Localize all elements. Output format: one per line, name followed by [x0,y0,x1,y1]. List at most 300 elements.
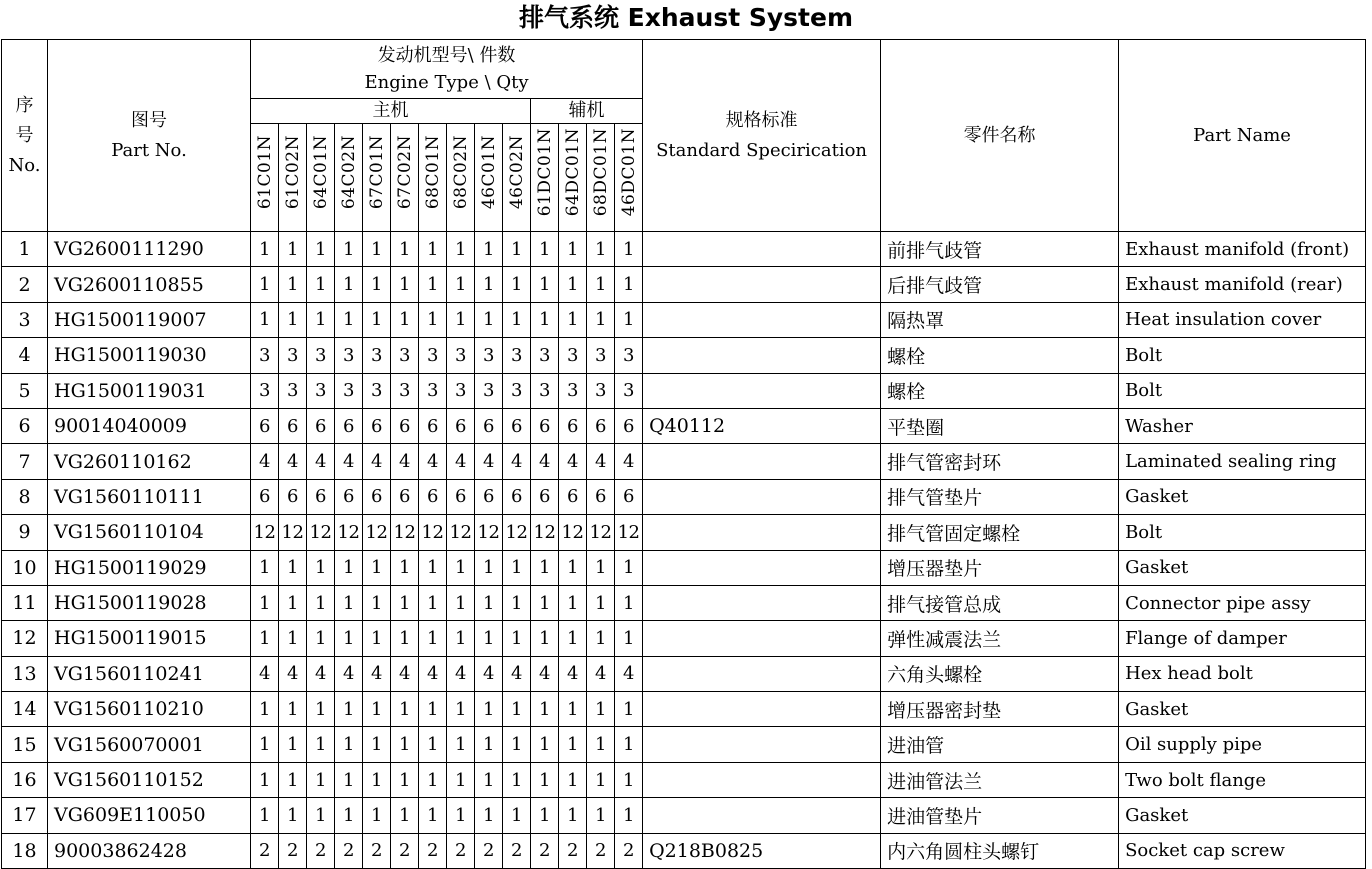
seq-header [2,40,48,232]
qty-cell: 1 [531,621,559,656]
qty-cell: 2 [503,833,531,868]
spec-cell [643,302,881,337]
qty-cell: 1 [391,550,419,585]
qty-cell: 3 [279,373,307,408]
qty-cell: 2 [559,833,587,868]
qty-cell: 1 [363,692,391,727]
qty-cell: 2 [531,833,559,868]
part-name-cn-cell: 排气管密封环 [881,444,1119,479]
spec-cell [643,692,881,727]
qty-cell: 3 [419,338,447,373]
seq-cell: 7 [2,444,48,479]
qty-cell: 2 [335,833,363,868]
qty-cell: 1 [475,798,503,833]
qty-cell: 1 [531,550,559,585]
table-row [2,692,1366,727]
qty-cell: 1 [447,232,475,267]
qty-cell: 4 [447,444,475,479]
seq-cell: 10 [2,550,48,585]
qty-cell: 1 [335,550,363,585]
qty-cell: 1 [335,692,363,727]
qty-cell: 1 [335,798,363,833]
qty-cell: 4 [503,444,531,479]
qty-cell: 1 [475,232,503,267]
part-name-cn-cell: 隔热罩 [881,302,1119,337]
seq-cell: 6 [2,408,48,443]
qty-cell: 1 [251,585,279,620]
page-title: 排气系统 Exhaust System [518,3,854,32]
qty-cell: 4 [475,656,503,691]
part-name-cn-cell: 螺栓 [881,373,1119,408]
parts-table [1,39,1366,869]
part-no-cell: HG1500119029 [48,550,251,585]
part-no-cell: 90003862428 [48,833,251,868]
part-name-en-cell: Exhaust manifold (front) [1119,232,1366,267]
main-engine-header: 主机 [251,99,531,124]
qty-cell: 1 [279,550,307,585]
qty-cell: 1 [279,692,307,727]
qty-cell: 1 [503,621,531,656]
seq-cell: 12 [2,621,48,656]
qty-cell: 3 [475,373,503,408]
qty-cell: 4 [615,444,643,479]
qty-cell: 6 [615,479,643,514]
qty-cell: 1 [419,585,447,620]
qty-cell: 4 [251,444,279,479]
qty-cell: 1 [251,232,279,267]
qty-cell: 4 [615,656,643,691]
part-name-en-cell: Bolt [1119,373,1366,408]
qty-cell: 1 [587,232,615,267]
qty-cell: 1 [251,692,279,727]
qty-cell: 1 [307,727,335,762]
part-name-cn-cell: 进油管 [881,727,1119,762]
qty-cell: 1 [363,302,391,337]
qty-cell: 3 [335,338,363,373]
seq-header-cn: 序 [15,94,34,116]
qty-cell: 2 [615,833,643,868]
engine-type-col [335,124,363,232]
part-no-cell: VG2600110855 [48,267,251,302]
qty-cell: 4 [531,656,559,691]
qty-cell: 1 [559,267,587,302]
qty-cell: 1 [307,798,335,833]
engine-type-col [531,124,559,232]
qty-cell: 4 [279,656,307,691]
part-no-cell: VG1560110241 [48,656,251,691]
qty-cell: 1 [559,585,587,620]
engine-type-col [307,124,335,232]
qty-cell: 6 [363,408,391,443]
table-header [2,40,1366,232]
qty-cell: 1 [559,302,587,337]
seq-cell: 3 [2,302,48,337]
part-name-en-cell: Gasket [1119,798,1366,833]
qty-cell: 12 [503,515,531,550]
part-name-en-cell: Gasket [1119,692,1366,727]
qty-cell: 1 [419,798,447,833]
part-name-cn-cell: 弹性减震法兰 [881,621,1119,656]
spec-header-cn: 规格标准 [725,109,798,131]
qty-cell: 1 [335,727,363,762]
qty-cell: 4 [419,656,447,691]
qty-cell: 1 [587,585,615,620]
part-no-cell: HG1500119030 [48,338,251,373]
qty-cell: 1 [335,267,363,302]
qty-cell: 1 [503,798,531,833]
part-no-header-cn: 图号 [131,109,167,131]
qty-cell: 6 [307,408,335,443]
qty-cell: 1 [559,798,587,833]
part-no-cell: VG609E110050 [48,798,251,833]
spec-cell [643,232,881,267]
qty-cell: 6 [559,408,587,443]
qty-cell: 2 [447,833,475,868]
qty-cell: 1 [559,727,587,762]
part-name-cn-cell: 前排气歧管 [881,232,1119,267]
spec-cell [643,373,881,408]
part-no-header [48,40,251,232]
qty-cell: 4 [531,444,559,479]
qty-cell: 1 [391,302,419,337]
qty-cell: 1 [279,232,307,267]
qty-cell: 4 [587,444,615,479]
qty-cell: 1 [531,232,559,267]
seq-cell: 9 [2,515,48,550]
qty-cell: 1 [391,692,419,727]
qty-cell: 2 [475,833,503,868]
part-name-en-cell: Connector pipe assy [1119,585,1366,620]
part-no-cell: HG1500119031 [48,373,251,408]
qty-cell: 1 [251,798,279,833]
qty-cell: 6 [531,479,559,514]
qty-cell: 1 [503,585,531,620]
name-cn-header: 零件名称 [881,40,1119,232]
qty-cell: 1 [307,585,335,620]
qty-cell: 1 [503,762,531,797]
qty-cell: 1 [307,692,335,727]
qty-cell: 1 [335,302,363,337]
engine-type-col [363,124,391,232]
qty-cell: 3 [559,338,587,373]
qty-cell: 4 [475,444,503,479]
table-row [2,267,1366,302]
qty-cell: 1 [279,267,307,302]
qty-cell: 1 [447,762,475,797]
qty-cell: 1 [503,550,531,585]
qty-cell: 3 [447,338,475,373]
table-row [2,656,1366,691]
qty-cell: 1 [335,232,363,267]
qty-cell: 1 [251,727,279,762]
qty-cell: 1 [279,621,307,656]
qty-cell: 3 [503,373,531,408]
qty-cell: 1 [363,727,391,762]
qty-cell: 1 [419,302,447,337]
part-name-en-cell: Heat insulation cover [1119,302,1366,337]
qty-cell: 1 [559,621,587,656]
qty-cell: 1 [279,585,307,620]
qty-cell: 6 [475,408,503,443]
qty-cell: 6 [251,479,279,514]
part-name-cn-cell: 排气管固定螺栓 [881,515,1119,550]
qty-cell: 3 [503,338,531,373]
qty-cell: 1 [587,762,615,797]
seq-cell: 5 [2,373,48,408]
part-name-en-cell: Laminated sealing ring [1119,444,1366,479]
qty-cell: 1 [475,585,503,620]
engine-type-col [391,124,419,232]
table-row [2,338,1366,373]
qty-cell: 6 [503,408,531,443]
seq-cell: 14 [2,692,48,727]
engine-type-label: 61C01N [254,134,275,210]
qty-cell: 6 [475,479,503,514]
qty-cell: 1 [615,550,643,585]
qty-cell: 3 [391,338,419,373]
qty-cell: 3 [615,373,643,408]
qty-cell: 1 [615,762,643,797]
qty-cell: 4 [559,656,587,691]
part-name-cn-cell: 平垫圈 [881,408,1119,443]
qty-cell: 3 [559,373,587,408]
engine-type-label: 68C02N [450,134,471,210]
part-no-cell: HG1500119015 [48,621,251,656]
qty-cell: 1 [307,302,335,337]
qty-cell: 12 [615,515,643,550]
qty-cell: 1 [363,585,391,620]
engine-type-label: 67C02N [394,134,415,210]
qty-cell: 6 [391,479,419,514]
table-row [2,408,1366,443]
qty-cell: 4 [419,444,447,479]
qty-cell: 6 [391,408,419,443]
seq-cell: 11 [2,585,48,620]
table-row [2,515,1366,550]
qty-cell: 3 [363,338,391,373]
qty-cell: 1 [447,550,475,585]
qty-cell: 1 [559,232,587,267]
qty-cell: 4 [335,444,363,479]
qty-cell: 1 [615,727,643,762]
qty-cell: 4 [307,444,335,479]
qty-cell: 1 [531,302,559,337]
qty-cell: 1 [251,267,279,302]
engine-type-header-en: Engine Type \ Qty [364,72,529,93]
part-name-cn-cell: 增压器垫片 [881,550,1119,585]
qty-cell: 6 [279,408,307,443]
qty-cell: 6 [559,479,587,514]
engine-type-col [475,124,503,232]
qty-cell: 6 [531,408,559,443]
qty-cell: 1 [447,798,475,833]
qty-cell: 6 [279,479,307,514]
spec-cell [643,267,881,302]
qty-cell: 2 [363,833,391,868]
qty-cell: 1 [307,267,335,302]
part-name-cn-cell: 后排气歧管 [881,267,1119,302]
qty-cell: 3 [419,373,447,408]
qty-cell: 1 [391,621,419,656]
qty-cell: 1 [307,621,335,656]
engine-type-label: 61DC01N [534,127,555,217]
part-name-cn-cell: 进油管垫片 [881,798,1119,833]
qty-cell: 1 [587,798,615,833]
qty-cell: 12 [307,515,335,550]
part-no-cell: VG2600111290 [48,232,251,267]
qty-cell: 1 [447,621,475,656]
qty-cell: 12 [419,515,447,550]
qty-cell: 1 [615,302,643,337]
qty-cell: 12 [391,515,419,550]
engine-type-label: 46C01N [478,134,499,210]
qty-cell: 1 [363,550,391,585]
part-name-en-cell: Oil supply pipe [1119,727,1366,762]
qty-cell: 4 [363,444,391,479]
table-row [2,585,1366,620]
qty-cell: 2 [391,833,419,868]
table-row [2,302,1366,337]
qty-cell: 1 [475,727,503,762]
qty-cell: 3 [251,338,279,373]
qty-cell: 3 [587,338,615,373]
seq-cell: 13 [2,656,48,691]
table-row [2,798,1366,833]
engine-type-label: 46DC01N [618,127,639,217]
qty-cell: 1 [447,585,475,620]
qty-cell: 1 [251,550,279,585]
qty-cell: 6 [447,479,475,514]
qty-cell: 12 [447,515,475,550]
table-row [2,550,1366,585]
qty-cell: 1 [363,621,391,656]
part-no-cell: VG260110162 [48,444,251,479]
qty-cell: 1 [531,585,559,620]
qty-cell: 3 [251,373,279,408]
qty-cell: 1 [279,762,307,797]
part-name-en-cell: Washer [1119,408,1366,443]
name-en-header: Part Name [1119,40,1366,232]
qty-cell: 1 [419,232,447,267]
qty-cell: 6 [335,408,363,443]
part-name-en-cell: Exhaust manifold (rear) [1119,267,1366,302]
qty-cell: 2 [587,833,615,868]
spec-cell [643,550,881,585]
qty-cell: 1 [531,762,559,797]
qty-cell: 12 [279,515,307,550]
qty-cell: 1 [531,267,559,302]
engine-type-col [559,124,587,232]
spec-cell: Q40112 [643,408,881,443]
spec-cell: Q218B0825 [643,833,881,868]
qty-cell: 3 [531,373,559,408]
seq-header-cn2: 号 [15,124,34,146]
engine-type-col [419,124,447,232]
qty-cell: 1 [615,798,643,833]
qty-cell: 4 [503,656,531,691]
spec-cell [643,444,881,479]
part-name-cn-cell: 六角头螺栓 [881,656,1119,691]
qty-cell: 1 [335,762,363,797]
qty-cell: 1 [559,762,587,797]
part-name-cn-cell: 排气管垫片 [881,479,1119,514]
qty-cell: 12 [559,515,587,550]
qty-cell: 3 [447,373,475,408]
qty-cell: 4 [447,656,475,691]
qty-cell: 1 [307,762,335,797]
qty-cell: 4 [391,656,419,691]
qty-cell: 3 [279,338,307,373]
part-name-en-cell: Bolt [1119,515,1366,550]
qty-cell: 12 [335,515,363,550]
seq-cell: 1 [2,232,48,267]
qty-cell: 1 [475,692,503,727]
qty-cell: 1 [419,621,447,656]
qty-cell: 2 [279,833,307,868]
part-name-en-cell: Hex head bolt [1119,656,1366,691]
part-name-en-cell: Gasket [1119,479,1366,514]
qty-cell: 4 [251,656,279,691]
qty-cell: 1 [475,550,503,585]
engine-type-col [503,124,531,232]
qty-cell: 1 [447,267,475,302]
qty-cell: 12 [475,515,503,550]
engine-type-label: 61C02N [282,134,303,210]
engine-type-label: 64C01N [310,134,331,210]
seq-cell: 8 [2,479,48,514]
qty-cell: 1 [307,550,335,585]
qty-cell: 1 [391,585,419,620]
part-name-en-cell: Gasket [1119,550,1366,585]
qty-cell: 1 [419,727,447,762]
qty-cell: 1 [615,267,643,302]
qty-cell: 1 [615,232,643,267]
qty-cell: 1 [391,798,419,833]
qty-cell: 12 [363,515,391,550]
part-no-cell: HG1500119007 [48,302,251,337]
engine-type-col [447,124,475,232]
engine-type-label: 68DC01N [590,127,611,217]
engine-type-label: 64DC01N [562,127,583,217]
qty-cell: 1 [279,727,307,762]
qty-cell: 1 [475,267,503,302]
qty-cell: 1 [447,302,475,337]
spec-header [643,40,881,232]
qty-cell: 6 [503,479,531,514]
qty-cell: 1 [363,232,391,267]
seq-cell: 2 [2,267,48,302]
table-row [2,621,1366,656]
part-no-cell: HG1500119028 [48,585,251,620]
qty-cell: 1 [531,692,559,727]
qty-cell: 4 [587,656,615,691]
qty-cell: 3 [307,338,335,373]
engine-type-col [251,124,279,232]
qty-cell: 1 [279,798,307,833]
engine-type-label: 46C02N [506,134,527,210]
qty-cell: 1 [587,621,615,656]
qty-cell: 1 [391,762,419,797]
qty-cell: 3 [615,338,643,373]
qty-cell: 1 [391,232,419,267]
table-body [2,232,1366,869]
qty-cell: 12 [251,515,279,550]
seq-cell: 4 [2,338,48,373]
seq-header-en: No. [8,154,41,176]
part-name-cn-cell: 排气接管总成 [881,585,1119,620]
qty-cell: 4 [363,656,391,691]
seq-cell: 17 [2,798,48,833]
